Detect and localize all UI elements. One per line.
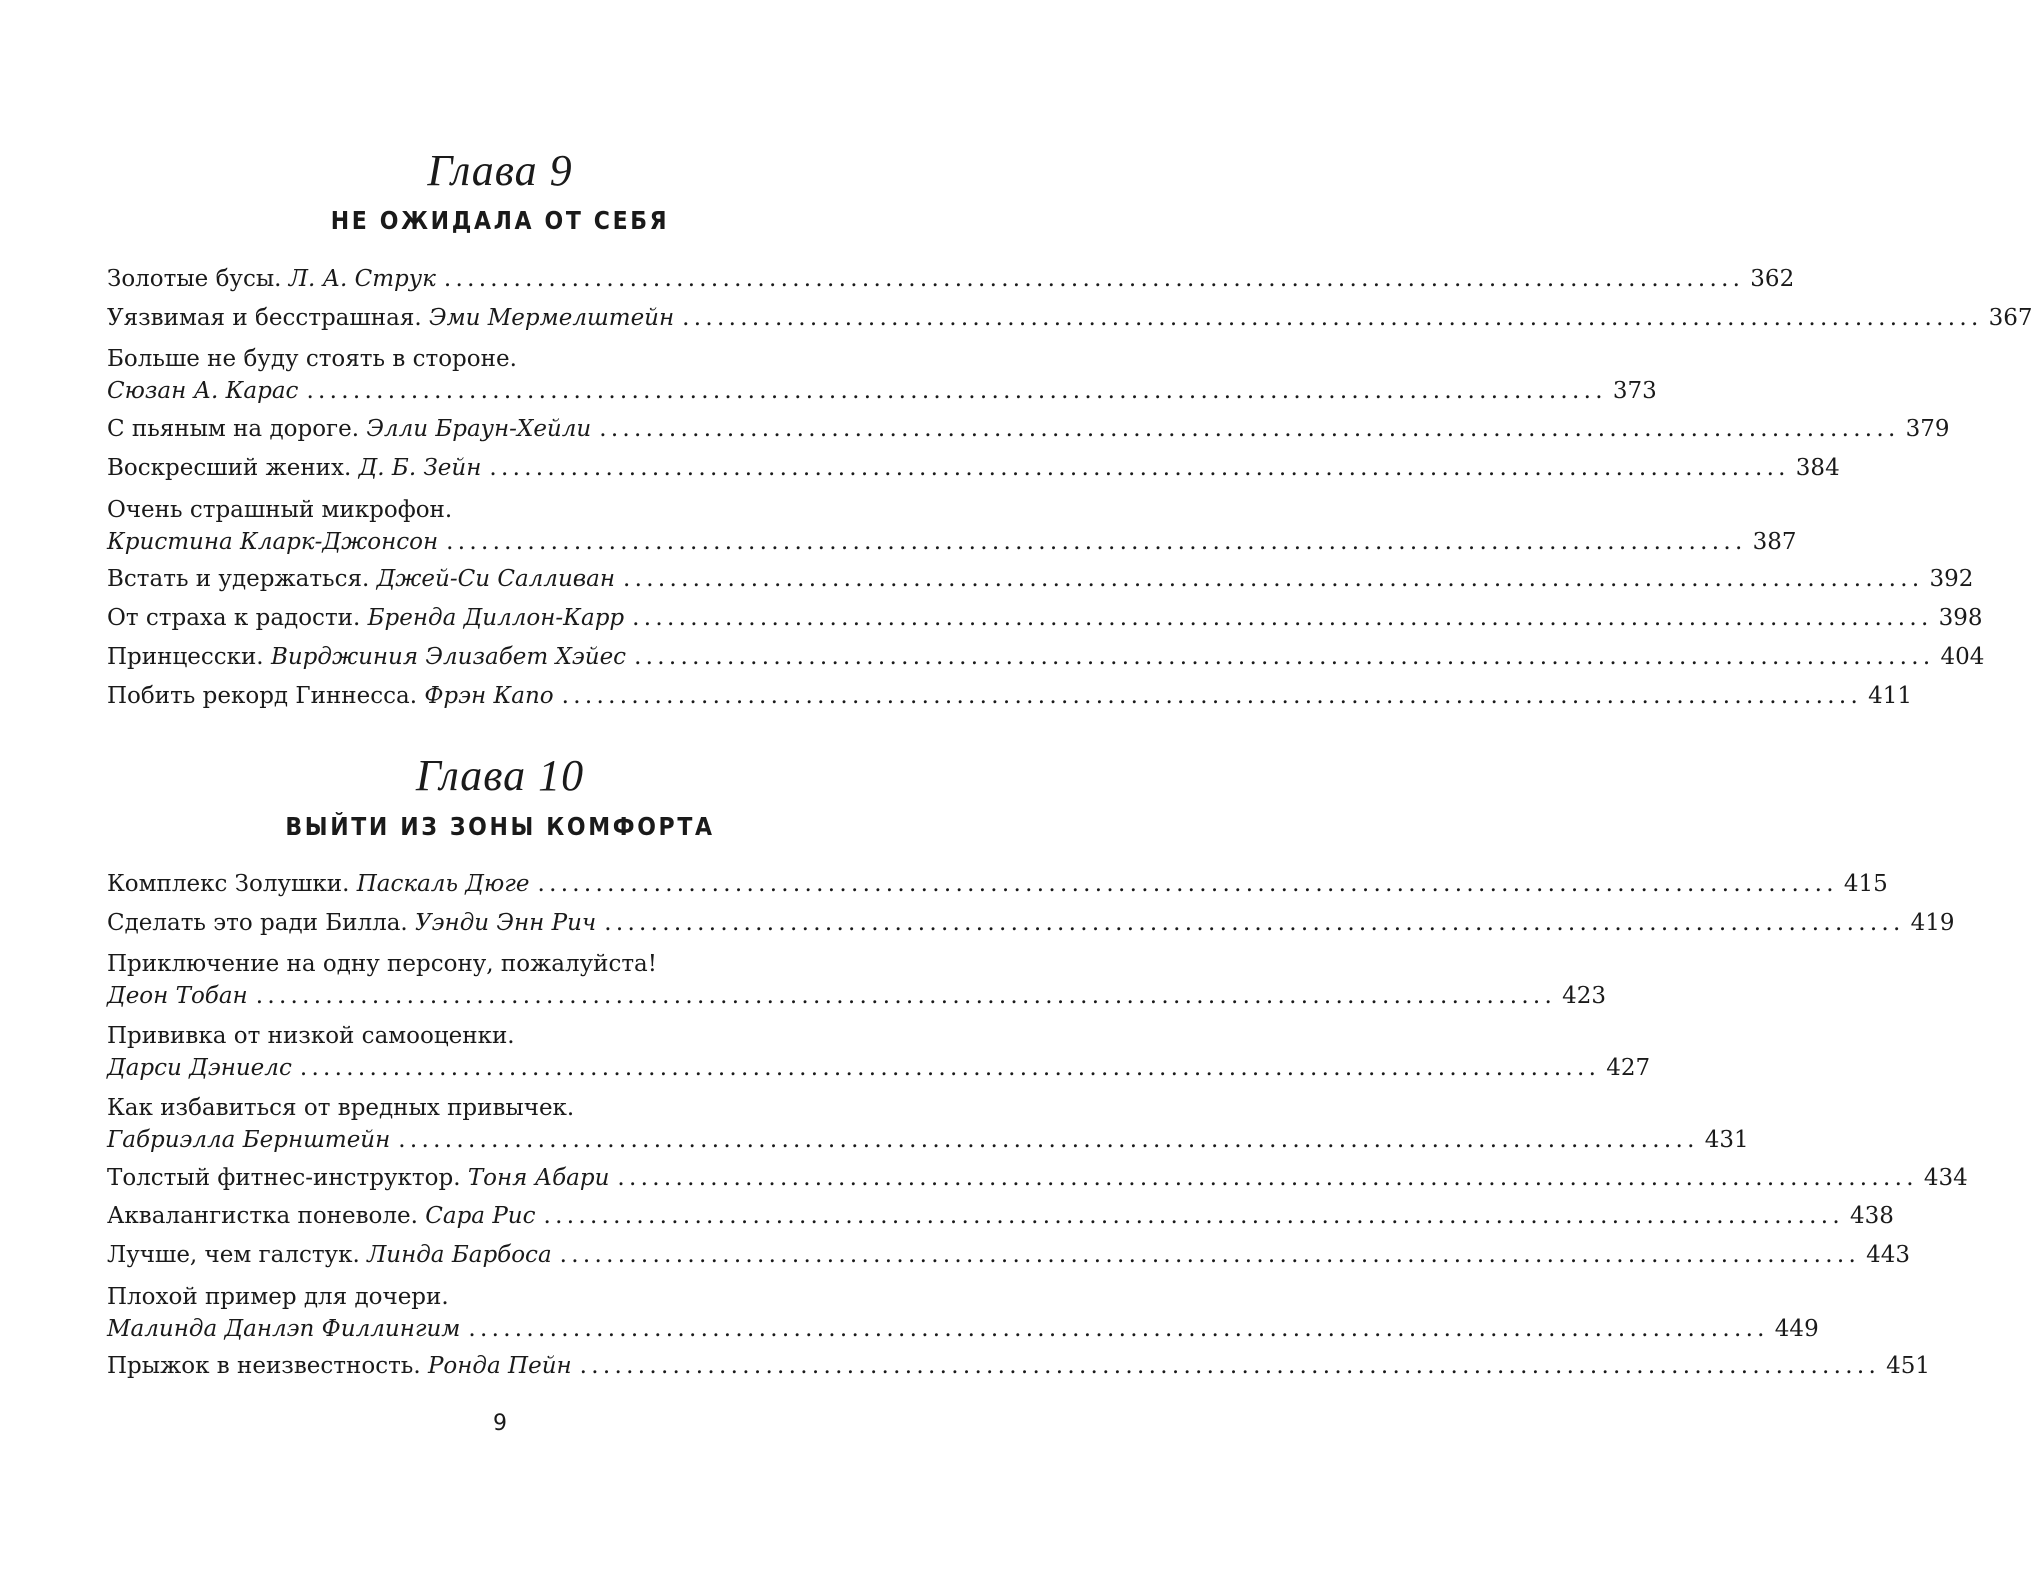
dot-leader: ................................................................................................................ — [623, 566, 1924, 592]
entry-page: 443 — [1866, 1242, 1910, 1268]
entry-page: 392 — [1929, 566, 1974, 592]
entry-title: Встать и удержаться. — [107, 566, 370, 592]
dot-leader: ................................................................................................................ — [306, 378, 1607, 404]
toc-entry[interactable] — [107, 1201, 1894, 1236]
entry-author: Паскаль Дюге — [356, 871, 530, 897]
toc-entry[interactable] — [107, 642, 1985, 677]
entry-title: Лучше, чем галстук. — [107, 1242, 360, 1268]
entry-title: Уязвимая и бесстрашная. — [107, 305, 422, 331]
entry-title: Воскресший жених. — [107, 455, 352, 481]
entry-page: 367 — [1988, 305, 2033, 331]
entry-title: Плохой пример для дочери. — [107, 1283, 449, 1310]
entry-page: 398 — [1938, 605, 1983, 631]
entry-author: Тоня Абари — [467, 1165, 610, 1191]
entry-title: Толстый фитнес-инструктор. — [107, 1165, 461, 1191]
toc-entry[interactable] — [107, 1351, 1931, 1386]
dot-leader: ................................................................................................................ — [617, 1165, 1918, 1191]
toc-entry[interactable] — [107, 1163, 1968, 1198]
toc-entry[interactable] — [107, 341, 1657, 411]
entry-page: 415 — [1843, 871, 1888, 897]
entry-author: Сара Рис — [425, 1203, 536, 1229]
entry-title: Как избавиться от вредных привычек. — [107, 1094, 575, 1121]
toc-entry[interactable] — [107, 1018, 1651, 1088]
entry-title: Принцесски. — [107, 644, 264, 670]
entry-author: Деон Тобан — [107, 983, 248, 1009]
entry-author: Сюзан А. Карас — [107, 378, 299, 404]
dot-leader: ................................................................................................................ — [599, 416, 1900, 442]
dot-leader: ................................................................................................................ — [398, 1127, 1699, 1153]
toc-entry[interactable] — [107, 603, 1983, 638]
toc-entry[interactable] — [107, 1279, 1819, 1349]
entry-page: 387 — [1752, 529, 1797, 555]
dot-leader: ................................................................................................................ — [632, 605, 1933, 631]
toc-entry[interactable] — [107, 681, 1913, 716]
entry-title: Прививка от низкой самооценки. — [107, 1022, 515, 1049]
entry-page: 379 — [1905, 416, 1950, 442]
entry-page: 411 — [1868, 683, 1913, 709]
entry-title: Приключение на одну персону, пожалуйста! — [107, 950, 658, 977]
entry-page: 434 — [1923, 1165, 1968, 1191]
toc-entry[interactable] — [107, 946, 1607, 1016]
entry-page: 419 — [1910, 910, 1955, 936]
chapter-label: Глава 10 — [415, 751, 585, 800]
dot-leader: ................................................................................................................ — [255, 983, 1557, 1009]
dot-leader: ................................................................................................................ — [468, 1316, 1769, 1342]
entry-author: Д. Б. Зейн — [358, 455, 482, 481]
entry-page: 423 — [1562, 983, 1607, 1009]
entry-author: Элли Браун-Хейли — [366, 416, 592, 442]
toc-entry[interactable] — [107, 908, 1955, 943]
dot-leader: ................................................................................................................ — [604, 910, 1905, 936]
entry-author: Л. А. Струк — [288, 266, 436, 292]
entry-title: Прыжок в неизвестность. — [107, 1353, 421, 1379]
dot-leader: ................................................................................................................ — [634, 644, 1935, 670]
entry-title: Больше не буду стоять в стороне. — [107, 345, 517, 372]
entry-title: С пьяным на дороге. — [107, 416, 360, 442]
toc-entry[interactable] — [107, 453, 1840, 488]
chapter-title: НЕ ОЖИДАЛА ОТ СЕБЯ — [330, 206, 670, 235]
entry-author: Джей-Си Салливан — [376, 566, 616, 592]
dot-leader: ................................................................................................................ — [489, 455, 1790, 481]
dot-leader: ................................................................................................................ — [561, 683, 1863, 709]
entry-title: Комплекс Золушки. — [107, 871, 350, 897]
entry-page: 449 — [1774, 1316, 1819, 1342]
entry-page: 404 — [1940, 644, 1985, 670]
toc-entry[interactable] — [107, 492, 1797, 562]
entry-title: Сделать это ради Билла. — [107, 910, 408, 936]
toc-entry[interactable] — [107, 303, 2033, 338]
toc-entry[interactable] — [107, 264, 1795, 299]
entry-page: 384 — [1795, 455, 1840, 481]
entry-page: 362 — [1750, 266, 1795, 292]
entry-author: Вирджиния Элизабет Хэйес — [270, 644, 627, 670]
entry-author: Бренда Диллон-Карр — [367, 605, 625, 631]
dot-leader: ................................................................................................................ — [579, 1353, 1881, 1379]
entry-author: Ронда Пейн — [427, 1353, 572, 1379]
entry-author: Дарси Дэниелс — [107, 1055, 292, 1081]
dot-leader: ................................................................................................................ — [682, 305, 1983, 331]
entry-page: 438 — [1849, 1203, 1894, 1229]
entry-page: 451 — [1886, 1353, 1931, 1379]
dot-leader: ................................................................................................................ — [446, 529, 1747, 555]
entry-author: Фрэн Капо — [424, 683, 554, 709]
toc-entry[interactable] — [107, 869, 1888, 904]
page-number: 9 — [493, 1411, 507, 1436]
toc-entry[interactable] — [107, 564, 1974, 599]
toc-entry[interactable] — [107, 414, 1950, 449]
dot-leader: ................................................................................................................ — [543, 1203, 1844, 1229]
entry-title: От страха к радости. — [107, 605, 361, 631]
entry-page: 427 — [1606, 1055, 1651, 1081]
chapter-title: ВЫЙТИ ИЗ ЗОНЫ КОМФОРТА — [285, 812, 715, 841]
entry-author: Эми Мермелштейн — [428, 305, 675, 331]
entry-title: Аквалангистка поневоле. — [107, 1203, 418, 1229]
dot-leader: ................................................................................................................ — [559, 1242, 1861, 1268]
dot-leader: ................................................................................................................ — [537, 871, 1838, 897]
toc-entry[interactable] — [107, 1090, 1749, 1160]
entry-author: Малинда Данлэп Филлингим — [107, 1316, 461, 1342]
entry-page: 373 — [1612, 378, 1657, 404]
entry-title: Очень страшный микрофон. — [107, 496, 453, 523]
entry-page: 431 — [1704, 1127, 1749, 1153]
entry-author: Линда Барбоса — [367, 1242, 552, 1268]
dot-leader: ................................................................................................................ — [299, 1055, 1601, 1081]
entry-author: Кристина Кларк-Джонсон — [107, 529, 439, 555]
entry-title: Побить рекорд Гиннесса. — [107, 683, 418, 709]
entry-author: Габриэлла Бернштейн — [107, 1127, 391, 1153]
chapter-label: Глава 9 — [427, 146, 573, 195]
toc-entry[interactable] — [107, 1240, 1910, 1275]
entry-title: Золотые бусы. — [107, 266, 282, 292]
entry-author: Уэнди Энн Рич — [415, 910, 597, 936]
dot-leader: ................................................................................................................ — [443, 266, 1745, 292]
